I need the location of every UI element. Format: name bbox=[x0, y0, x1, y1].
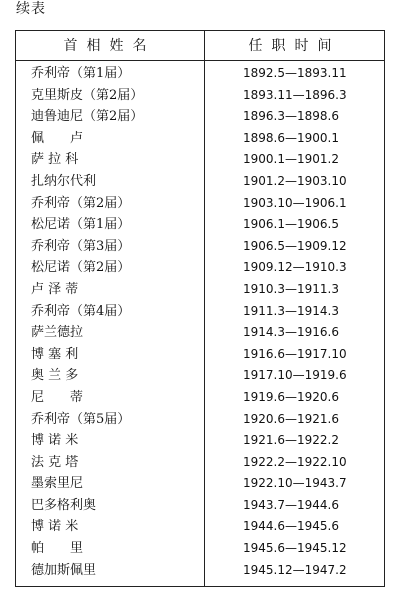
premier-name-cell: 巴多格利奥 bbox=[31, 497, 97, 513]
table-row bbox=[15, 473, 385, 495]
header-term-of-office: 任职时间 bbox=[248, 38, 341, 54]
term-of-office-cell: 1901.2—1903.10 bbox=[243, 173, 347, 188]
table-row bbox=[15, 387, 385, 409]
term-of-office-cell: 1944.6—1945.6 bbox=[243, 519, 339, 534]
premier-name-cell: 萨兰德拉 bbox=[31, 325, 84, 341]
term-of-office-cell: 1917.10—1919.6 bbox=[243, 368, 347, 383]
term-of-office-cell: 1920.6—1921.6 bbox=[243, 411, 339, 426]
table-row bbox=[15, 516, 385, 538]
table-row bbox=[15, 63, 385, 85]
term-of-office-cell: 1893.11—1896.3 bbox=[243, 87, 347, 102]
premier-name-cell: 帕 里 bbox=[31, 541, 84, 557]
premier-name-cell: 乔利帝（第5届） bbox=[31, 411, 131, 427]
premier-name-cell: 法 克 塔 bbox=[31, 454, 79, 470]
term-of-office-cell: 1911.3—1914.3 bbox=[243, 303, 339, 318]
term-of-office-cell: 1922.2—1922.10 bbox=[243, 454, 347, 469]
premier-name-cell: 乔利帝（第1届） bbox=[31, 66, 131, 81]
term-of-office-cell: 1896.3—1898.6 bbox=[243, 109, 339, 124]
table-row bbox=[15, 409, 385, 431]
premier-name-cell: 博 诺 米 bbox=[31, 519, 79, 535]
header-rule bbox=[15, 60, 385, 61]
term-of-office-cell: 1909.12—1910.3 bbox=[243, 260, 347, 275]
term-of-office-cell: 1892.5—1893.11 bbox=[243, 66, 347, 80]
term-of-office-cell: 1945.6—1945.12 bbox=[243, 541, 347, 556]
table-row bbox=[15, 452, 385, 474]
term-of-office-cell: 1916.6—1917.10 bbox=[243, 346, 347, 361]
term-of-office-cell: 1906.1—1906.5 bbox=[243, 217, 339, 232]
premier-name-cell: 乔利帝（第3届） bbox=[31, 238, 131, 254]
term-of-office-cell: 1922.10—1943.7 bbox=[243, 476, 347, 491]
premier-name-cell: 萨 拉 科 bbox=[31, 152, 79, 168]
table-row bbox=[15, 365, 385, 387]
table-row bbox=[15, 495, 385, 517]
table-body bbox=[15, 63, 385, 581]
premier-name-cell: 博 诺 米 bbox=[31, 433, 79, 449]
term-of-office-cell: 1910.3—1911.3 bbox=[243, 281, 339, 296]
premier-name-cell: 克里斯皮（第2届） bbox=[31, 87, 144, 103]
premier-name-cell: 扎纳尔代利 bbox=[31, 173, 97, 189]
table-row bbox=[15, 149, 385, 171]
table-row bbox=[15, 257, 385, 279]
premier-name-cell: 奥 兰 多 bbox=[31, 368, 79, 384]
term-of-office-cell: 1945.12—1947.2 bbox=[243, 562, 347, 577]
term-of-office-cell: 1903.10—1906.1 bbox=[243, 195, 347, 210]
premier-name-cell: 卢 泽 蒂 bbox=[31, 281, 79, 297]
term-of-office-cell: 1900.1—1901.2 bbox=[243, 152, 339, 167]
table-row bbox=[15, 236, 385, 258]
table-row bbox=[15, 193, 385, 215]
premier-name-cell: 乔利帝（第2届） bbox=[31, 195, 131, 211]
term-of-office-cell: 1921.6—1922.2 bbox=[243, 433, 339, 448]
term-of-office-cell: 1943.7—1944.6 bbox=[243, 497, 339, 512]
table-row bbox=[15, 214, 385, 236]
premier-name-cell: 墨索里尼 bbox=[31, 476, 84, 492]
premier-name-cell: 德加斯佩里 bbox=[31, 562, 97, 578]
table-row bbox=[15, 301, 385, 323]
premier-name-cell: 乔利帝（第4届） bbox=[31, 303, 131, 319]
header-premier-name: 首相姓名 bbox=[63, 38, 156, 54]
premier-name-cell: 松尼诺（第2届） bbox=[31, 260, 131, 276]
table-row bbox=[15, 538, 385, 560]
premier-name-cell: 佩 卢 bbox=[31, 130, 84, 146]
table-row bbox=[15, 279, 385, 301]
term-of-office-cell: 1919.6—1920.6 bbox=[243, 389, 339, 404]
table-row bbox=[15, 430, 385, 452]
table-row bbox=[15, 560, 385, 582]
table-row bbox=[15, 171, 385, 193]
term-of-office-cell: 1906.5—1909.12 bbox=[243, 238, 347, 253]
table-row bbox=[15, 85, 385, 107]
premier-name-cell: 迪鲁迪尼（第2届） bbox=[31, 109, 144, 125]
premier-name-cell: 博 塞 利 bbox=[31, 346, 79, 362]
term-of-office-cell: 1914.3—1916.6 bbox=[243, 325, 339, 340]
table-row bbox=[15, 106, 385, 128]
term-of-office-cell: 1898.6—1900.1 bbox=[243, 130, 339, 145]
premier-name-cell: 松尼诺（第1届） bbox=[31, 217, 131, 233]
table-row bbox=[15, 322, 385, 344]
table-row bbox=[15, 128, 385, 150]
premier-name-cell: 尼 蒂 bbox=[31, 389, 84, 405]
table-row bbox=[15, 344, 385, 366]
continued-table-caption: 续表 bbox=[16, 1, 46, 17]
